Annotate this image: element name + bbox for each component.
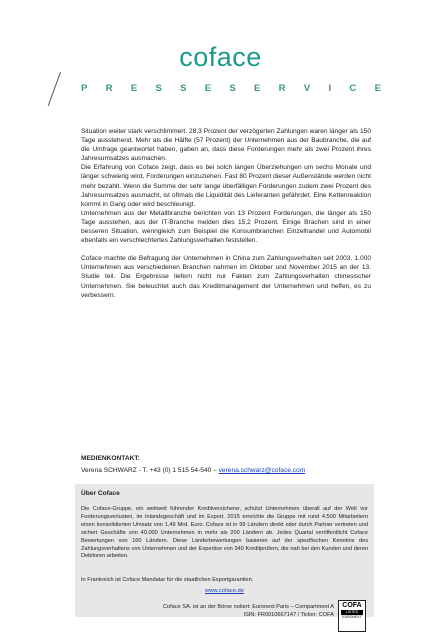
cofa-listed-badge xyxy=(338,600,366,632)
about-france-note: In Frankreich ist Coface Mandatar für die staatlichen Exportgarantien. xyxy=(81,577,254,583)
contact-email-link[interactable]: verena.schwarz@coface.com xyxy=(218,467,306,474)
presse-letter: R xyxy=(278,83,286,94)
presse-letter: V xyxy=(303,83,311,94)
presse-letter: E xyxy=(204,83,212,94)
presse-letter: S xyxy=(180,83,187,94)
contact-person: Verena SCHWARZ - T. +43 (0) 1 515 54-540 – xyxy=(81,467,219,474)
body-paragraph: Coface machte die Befragung der Unternehmen in China zum Zahlungsverhalten seit 2003. 1.000 Unternehmen aus verschiedenen Branchen nahmen im Oktober und November 2015 an der 13. Studie teil. Die Ergebnisse liefern nicht nur Fakten zum Zahlungsverhalten chinesischer Unternehmen. Sie beleuchtet auch das Kreditmanagement der Unternehmen und helfen, es zu verbessern. xyxy=(81,255,371,299)
badge-ticker: COFA xyxy=(342,602,362,609)
media-contact-heading: MEDIENKONTAKT: xyxy=(81,455,140,462)
listing-line: ISIN: FR0010667147 / Ticker: COFA xyxy=(243,612,334,618)
press-body xyxy=(81,127,371,300)
header-slash-divider xyxy=(48,72,61,106)
about-text: Die Coface-Gruppe, ein weltweit führender Kreditversicherer, schützt Unternehmen überall auf der Welt vor Forderungsverlusten, im Inlandsgeschäft und im Export. 2015 erreichte die Gruppe mit rund 4.500 Mitarbeitern einen konsolidierten Umsatz von 1,49 Mrd. Euro. Coface ist in 99 Ländern direkt oder durch Partner vertreten und sichert Geschäfte von 40.000 Unternehmen in mehr als 200 Ländern ab. Jedes Quartal veröffentlicht Coface Bewertungen von 160 Ländern. Diese Länderbewertungen basieren auf der spezifischen Kenntnis des Zahlungsverhaltens von Unternehmen und der Expertise von 340 Kreditprüfern, die nah bei den Kunden und deren Debitoren arbeiten. xyxy=(81,506,368,560)
about-coface-box xyxy=(75,484,374,617)
presse-letter: E xyxy=(254,83,261,94)
presse-letter: P xyxy=(81,83,88,94)
media-contact-line xyxy=(81,467,305,474)
body-paragraph: Unternehmen aus der Metallbranche berichten von 13 Prozent Forderungen, die länger als 150 Tage ausstehen, aus der IT-Branche melden dies 15,2 Prozent. Einige Brachen sind in einer besseren Situation, wenngleich zum Beispiel die Konsumbranchen Einzelhandel und Automobil ebenfalls ein verschlechtertes Zahlungsverhalten feststellen. xyxy=(81,209,371,245)
presseservice-heading xyxy=(81,83,381,94)
coface-logo: coface xyxy=(179,42,262,72)
badge-listed: LISTED xyxy=(341,610,363,615)
stock-listing xyxy=(163,603,334,619)
presse-letter: I xyxy=(328,83,332,94)
presse-letter: S xyxy=(155,83,162,94)
presse-letter: E xyxy=(130,83,138,94)
about-title: Über Coface xyxy=(81,490,120,497)
badge-exchange: EURONEXT xyxy=(342,615,362,619)
website-link[interactable]: www.coface.de xyxy=(205,588,244,594)
presse-letter: E xyxy=(374,83,381,94)
presse-letter: R xyxy=(105,83,113,94)
body-paragraph: Situation weiter stark verschlimmert. 28,3 Prozent der verzögerten Zahlungen waren länger als 150 Tage ausstehend. Mehr als die Hälfte (57 Prozent) der Unternehmen aus der Baubranche, die auf die Umfrage geantwortet haben, gaben an, dass diese Forderungen mehr als zwei Prozent ihres Jahresumsatzes ausmachen. xyxy=(81,128,371,163)
presse-letter: C xyxy=(349,83,357,94)
listing-line: Coface SA. ist an der Börse notiert: Euronext Paris – Compartment A xyxy=(163,604,334,610)
presse-letter: S xyxy=(229,83,236,94)
body-paragraph: Die Erfahrung von Coface zeigt, dass es bei solch langen Überziehungen um sechs Monate und länger schwierig wird, Forderungen einzuziehen. Fast 80 Prozent dieser Außenstände werden nicht mehr bezahlt. Wenn die Summe der sehr lange überfälligen Forderungen zudem zwei Prozent des Jahresumsatzes ausmacht, ist oftmals die Liquidität des Lieferanten gefährdet. Eine Kettenreaktion kommt in Gang oder wird beschleunigt. xyxy=(81,164,371,208)
